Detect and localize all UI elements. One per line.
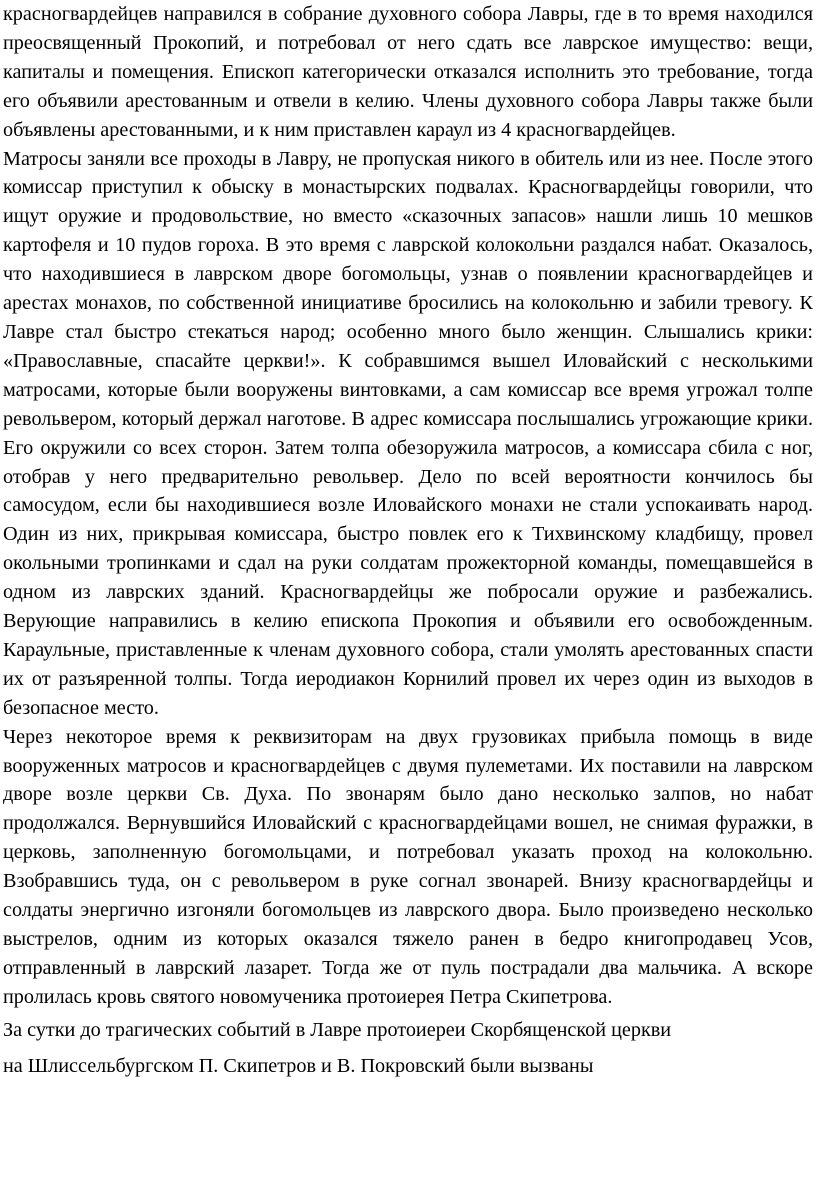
paragraph-3: Через некоторое время к реквизиторам на двух грузовиках прибыла помощь в виде вооруженных матросов и красногвардейцев с двумя пулеметами. Их поставили на лаврском дворе возле церкви Св. Духа. По звонарям было дано несколько залпов, но набат продолжался. Вернувшийся Иловайский с красногвардейцами вошел, не снимая фуражки, в церковь, заполненную богомольцами, и потребовал указать проход на колокольню. Взобравшись туда, он с револьвером в руке согнал звонарей. Внизу красногвардейцы и солдаты энергично изгоняли богомольцев из лаврского двора. Было произведено несколько выстрелов, одним из которых оказался тяжело ранен в бедро книгопродавец Усов, отправленный в лаврский лазарет. Тогда же от пуль пострадали два мальчика. А вскоре пролилась кровь святого новомученика протоиерея Петра Скипетрова. [3, 725, 813, 1008]
paragraph-1: красногвардейцев направился в собрание духовного собора Лавры, где в то время находился преосвященный Прокопий, и потребовал от него сдать все лаврское имущество: вещи, капиталы и помещения. Епископ категорически отказался исполнить это требование, тогда его объявили арестованным и отвели в келию. Члены духовного собора Лавры также были объявлены арестованными, и к ним приставлен караул из 4 красногвардейцев. [3, 3, 813, 141]
paragraph-2: Матросы заняли все проходы в Лавру, не пропуская никого в обитель или из нее. После этого комиссар приступил к обыску в монастырских подвалах. Красногвардейцы говорили, что ищут оружие и продовольствие, но вместо «сказочных запасов» нашли лишь 10 мешков картофеля и 10 пудов гороха. В это время с лаврской колокольни раздался набат. Оказалось, что находившиеся в лаврском дворе богомольцы, узнав о появлении красногвардейцев и арестах монахов, по собственной инициативе бросились на колокольню и забили тревогу. К Лавре стал быстро стекаться народ; особенно много было женщин. Слышались крики: «Православные, спасайте церкви!». К собравшимся вышел Иловайский с несколькими матросами, которые были вооружены винтовками, а сам комиссар все время угрожал толпе револьвером, который держал наготове. В адрес комиссара послышались угрожающие крики. Его окружили со всех сторон. Затем толпа обезоружила матросов, а комиссара сбила с ног, отобрав у него предварительно револьвер. Дело по всей вероятности кончилось бы самосудом, если бы находившиеся возле Иловайского монахи не стали успокаивать народ. Один из них, прикрывая комиссара, быстро повлек его к Тихвинскому кладбищу, провел окольными тропинками и сдал на руки солдатам прожекторной команды, помещавшейся в одном из лаврских зданий. Красногвардейцы же побросали оружие и разбежались. Верующие направились в келию епископа Прокопия и объявили его освобожденным. Караульные, приставленные к членам духовного собора, стали умолять арестованных спасти их от разъяренной толпы. Тогда иеродиакон Корнилий провел их через один из выходов в безопасное место. [3, 147, 813, 719]
paragraph-4-line-1: За сутки до трагических событий в Лавре протоиереи Скорбященской церкви [3, 1018, 672, 1041]
document-page [3, 0, 813, 1084]
paragraph-4-line-2: на Шлиссельбургском П. Скипетров и В. Покровский были вызваны [3, 1054, 594, 1077]
